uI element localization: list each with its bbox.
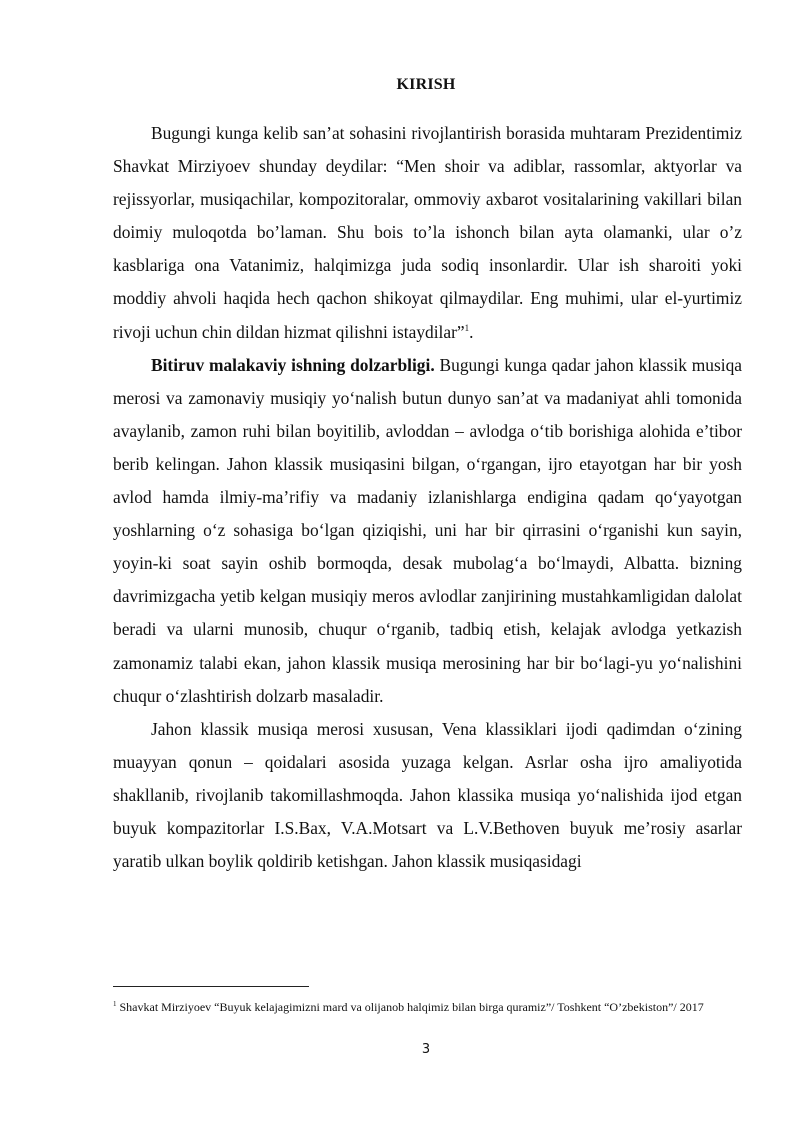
relevance-heading: Bitiruv malakaviy ishning dolzarbligi. xyxy=(151,354,435,375)
footnote-text: Shavkat Mirziyoev “Buyuk kelajagimizni mard va olijanob halqimiz bilan birga quramiz”/ Toshkent “O’zbekiston”/ 2017 xyxy=(116,1000,704,1014)
paragraph-classics-text: Jahon klassik musiqa merosi xususan, Vena klassiklari ijodi qadimdan o‘zining muayyan qonun – qoidalari asosida yuzaga kelgan. Asrlar osha ijro amaliyotida shakllanib, rivojlanib takomillashmoqda. Jahon klassika musiqa yo‘nalishida ijod etgan buyuk kompazitorlar I.S.Bax, V.A.Motsart va L.V.Bethoven buyuk me’rosiy asarlar yaratib ulkan boylik qoldirib ketishgan. Jahon klassik musiqasidagi xyxy=(113,718,742,872)
paragraph-intro-end: . xyxy=(469,321,474,342)
page-title: KIRISH xyxy=(396,76,456,93)
paragraph-intro xyxy=(113,117,742,349)
footnote xyxy=(113,998,713,1017)
paragraph-relevance-text: Bugungi kunga qadar jahon klassik musiqa merosi va zamonaviy musiqiy yo‘nalish butun dunyo san’at va madaniyat ahli tomonida avaylanib, zamon ruhi bilan boyitilib, avloddan – avlodga o‘tib borishiga alohida e’tibor berib kelingan. Jahon klassik musiqasini bilgan, o‘rgangan, ijro etayotgan har bir yosh avlod hamda ilmiy-ma’rifiy va madaniy izlanishlarga endigina qadam qo‘yayotgan yoshlarning o‘z sohasiga bo‘lgan qiziqishi, uni har bir qirrasini o‘rganishi kun sayin, yoyin-ki soat sayin oshib bormoqda, desak mubolag‘a bo‘lmaydi, Albatta. bizning davrimizgacha yetib kelgan musiqiy meros avlodlar zanjirining mustahkamligidan dalolat beradi va ularni munosib, chuqur o‘rganib, tadbiq etish, kelajak avlodga yetkazish zamonamiz talabi ekan, jahon klassik musiqa merosining har bir bo‘lagi-yu yo‘nalishini chuqur o‘zlashtirish dolzarb masaladir. xyxy=(113,354,743,706)
footnote-marker: 1 xyxy=(113,1000,117,1008)
paragraph-classics xyxy=(113,713,742,878)
paragraph-intro-text: Bugungi kunga kelib san’at sohasini rivojlantirish borasida muhtaram Prezidentimiz Shavkat Mirziyoev shunday deydilar: “Men shoir va adiblar, rassomlar, aktyorlar va rejissyorlar, musiqachilar, kompozitoralar, ommoviy axbarot vositalarining vakillari bilan doimiy muloqotda bo’laman. Shu bois to’la ishonch bilan ayta olamanki, ular o’z kasblariga ona Vatanimiz, halqimizga juda sodiq insonlardir. Ular ish sharoiti yoki moddiy ahvoli haqida hech qachon shikoyat qilmaydilar. Eng muhimi, ular el-yurtimiz rivoji uchun chin dildan hizmat qilishni istaydilar” xyxy=(113,123,742,342)
paragraph-relevance xyxy=(113,349,742,713)
body-text xyxy=(113,117,742,878)
footnote-reference[interactable]: 1 xyxy=(464,322,470,333)
page-number: 3 xyxy=(421,1042,431,1057)
footnote-separator xyxy=(113,986,309,987)
